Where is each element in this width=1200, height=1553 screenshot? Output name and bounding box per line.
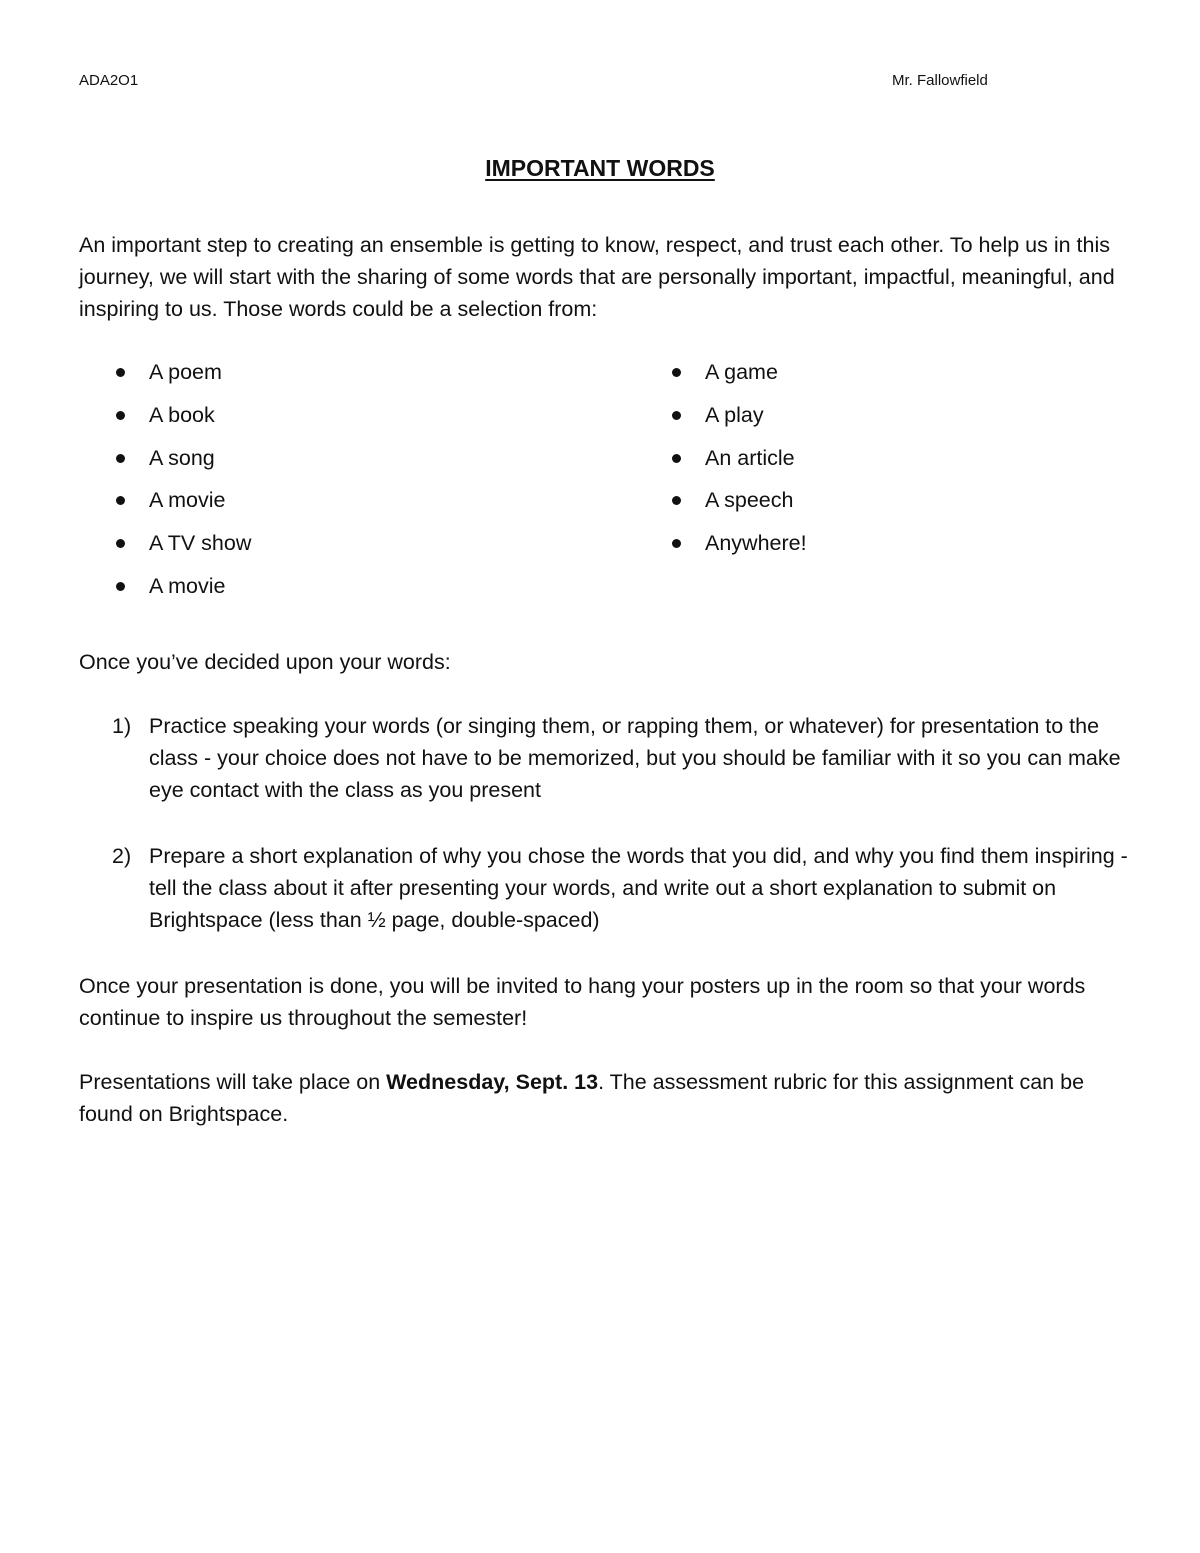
- bullet-icon: [116, 411, 125, 420]
- list-item: [670, 356, 807, 399]
- steps-list-second: [112, 840, 1132, 936]
- presentation-info: [79, 1066, 1129, 1130]
- bullet-icon: [672, 496, 681, 505]
- step-number: 2): [112, 844, 132, 868]
- list-item-label: A TV show: [149, 531, 252, 556]
- list-item: [670, 527, 807, 570]
- step-text: Prepare a short explanation of why you chose the words that you did, and why you find them inspiring - tell the class about it after presenting your words, and write out a short explanation to submit on Brightspace (less than ½ page, double-spaced): [149, 844, 1128, 932]
- list-item-label: A speech: [705, 488, 794, 513]
- list-item: [114, 442, 251, 485]
- bullet-icon: [672, 368, 681, 377]
- bullet-icon: [116, 454, 125, 463]
- once-decided-text: Once you’ve decided upon your words:: [79, 650, 451, 674]
- list-item: [114, 356, 251, 399]
- step-text: Practice speaking your words (or singing them, or rapping them, or whatever) for presentation to the class - your choice does not have to be memorized, but you should be familiar with it so you can make eye contact with the class as you present: [149, 714, 1121, 802]
- course-code: ADA2O1: [79, 72, 139, 89]
- list-item-label: A movie: [149, 573, 226, 598]
- intro-paragraph: An important step to creating an ensemble is getting to know, respect, and trust each other. To help us in this journey, we will start with the sharing of some words that are personally important, impactful, meaningful, and inspiring to us. Those words could be a selection from:: [79, 233, 1115, 321]
- list-item-label: A poem: [149, 360, 222, 384]
- list-item-label: A game: [705, 360, 778, 384]
- list-item: [670, 399, 807, 442]
- sources-list-left: [114, 356, 251, 613]
- bullet-icon: [116, 582, 125, 591]
- list-item-label: Anywhere!: [705, 531, 807, 556]
- step-item: [112, 710, 1132, 806]
- bullet-icon: [116, 539, 125, 548]
- page-title: IMPORTANT WORDS: [485, 155, 715, 181]
- presentation-prefix: Presentations will take place on: [79, 1070, 387, 1094]
- sources-list-right: [670, 356, 807, 570]
- after-presentation-text: Once your presentation is done, you will be invited to hang your posters up in the room so that your words continue to inspire us throughout the semester!: [79, 974, 1086, 1030]
- bullet-icon: [116, 368, 125, 377]
- list-item-label: A movie: [149, 488, 226, 513]
- list-item: [670, 484, 807, 527]
- list-item-label: A book: [149, 402, 215, 427]
- bullet-icon: [672, 411, 681, 420]
- list-item: [114, 570, 251, 613]
- bullet-icon: [672, 454, 681, 463]
- list-item: [114, 399, 251, 442]
- list-item: [114, 527, 251, 570]
- teacher-name: Mr. Fallowfield: [892, 72, 988, 89]
- list-item-label: An article: [705, 445, 795, 470]
- list-item-label: A song: [149, 445, 215, 470]
- presentation-suffix: . The assessment rubric for this assignment can be found on Brightspace.: [79, 1070, 1085, 1126]
- step-number: 1): [112, 714, 132, 738]
- step-item: [112, 840, 1132, 936]
- bullet-icon: [672, 539, 681, 548]
- list-item: [670, 442, 807, 485]
- presentation-date: Wednesday, Sept. 13: [386, 1070, 599, 1094]
- list-item: [114, 484, 251, 527]
- list-item-label: A play: [705, 402, 764, 427]
- bullet-icon: [116, 496, 125, 505]
- steps-list-first: [112, 710, 1132, 806]
